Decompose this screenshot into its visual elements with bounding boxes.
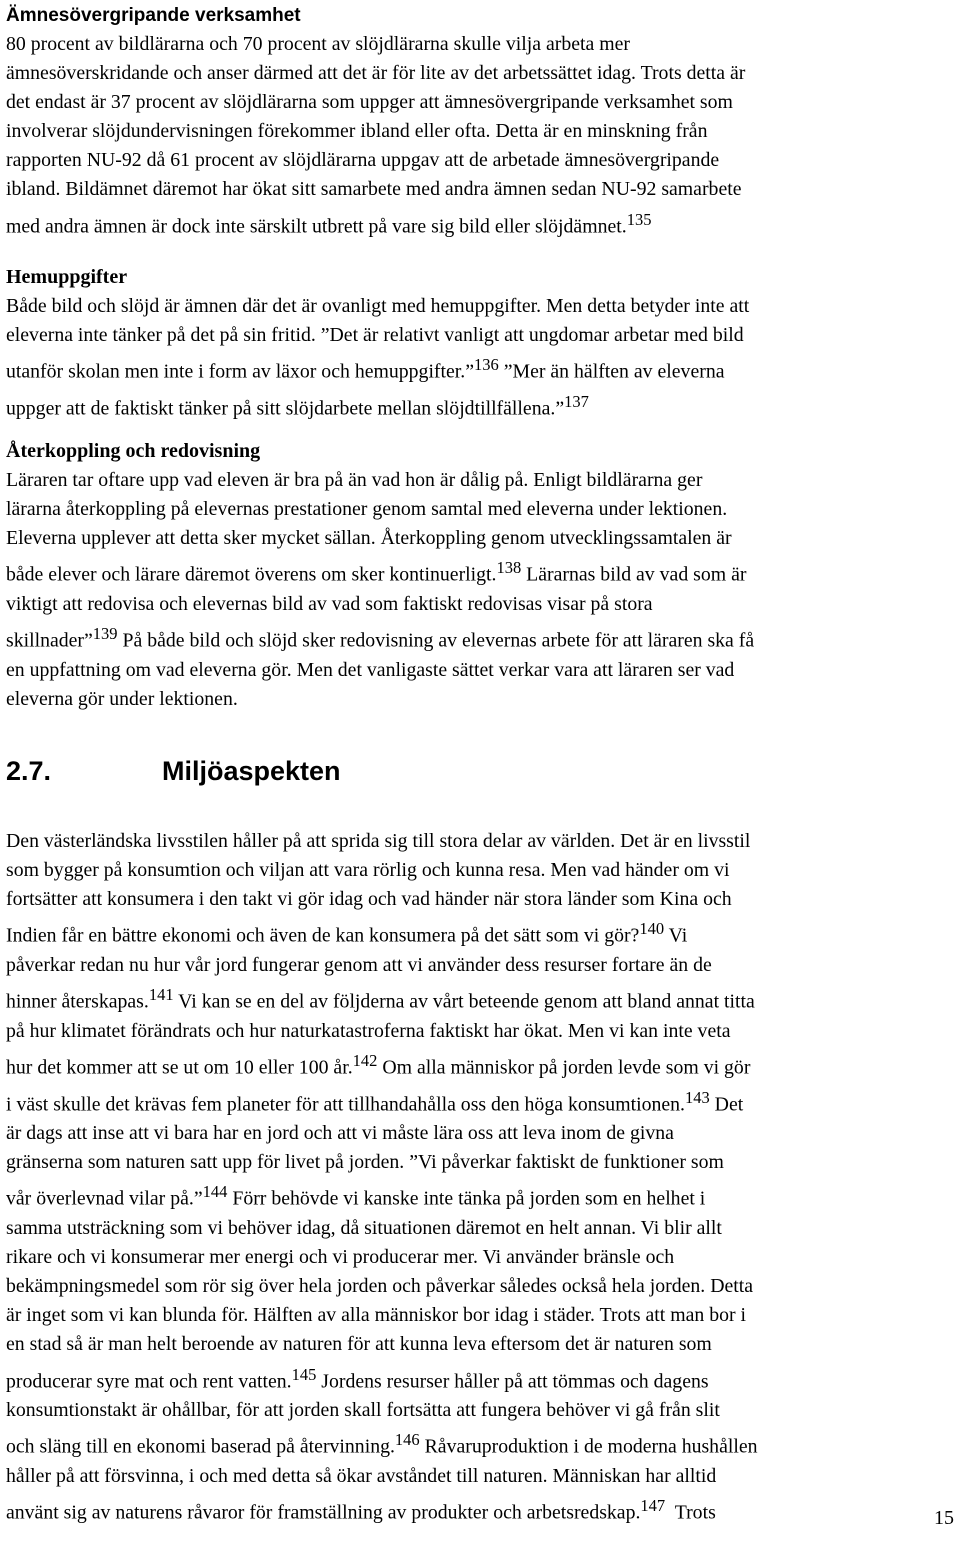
text-segment: producerar syre mat och rent vatten. xyxy=(6,1370,292,1393)
footnote-ref: 144 xyxy=(202,1182,228,1202)
chapter-title: Miljöaspekten xyxy=(162,756,341,786)
text-line xyxy=(6,205,960,242)
section-hemuppgifter xyxy=(6,263,960,424)
text-line: rapporten NU-92 då 61 procent av slöjdlärarna uppgav att de arbetade ämnesövergripande xyxy=(6,149,720,172)
footnote-ref: 136 xyxy=(474,355,499,375)
text-line xyxy=(6,387,960,424)
text-line: en uppfattning om vad eleverna gör. Men det vanligaste sättet verkar vara att läraren ser vad xyxy=(6,658,735,681)
text-line: samma utsträckning som vi behöver idag, då situationen däremot en helt annan. Vi blir allt xyxy=(6,1217,722,1240)
section-aterkoppling xyxy=(6,437,960,714)
text-segment: Förr behövde vi kanske inte tänka på jorden som en helhet i xyxy=(227,1188,706,1210)
text-segment: Jordens resurser håller på att tömmas och dagens xyxy=(316,1370,709,1393)
chapter-number: 2.7. xyxy=(6,756,52,786)
text-segment: Råvaruproduktion i de moderna hushållen xyxy=(419,1435,758,1458)
section-miljo xyxy=(6,827,960,1528)
text-segment: hur det kommer att se ut om 10 eller 100 år. xyxy=(6,1056,353,1079)
text-segment: utanför skolan men inte i form av läxor och hemuppgifter.” xyxy=(6,360,475,383)
text-line xyxy=(6,980,960,1017)
section-heading: Ämnesövergripande verksamhet xyxy=(6,5,301,26)
text-line: eleverna inte tänker på det på sin fritid. ”Det är relativt vanligt att ungdomar arbetar med bild xyxy=(6,324,744,347)
text-segment: och släng till en ekonomi baserad på återvinning. xyxy=(6,1435,395,1458)
text-line xyxy=(6,619,960,656)
text-line xyxy=(6,1177,960,1214)
text-segment: hinner återskapas. xyxy=(6,990,149,1013)
text-line xyxy=(6,1491,960,1528)
footnote-ref: 141 xyxy=(148,985,174,1005)
text-line xyxy=(6,914,960,951)
text-line: det endast är 37 procent av slöjdlärarna som uppger att ämnesövergripande verksamhet som xyxy=(6,91,733,114)
text-line: är inget som vi kan blunda för. Hälften av alla människor bor idag i städer. Trots att man bor i xyxy=(6,1304,747,1327)
text-line xyxy=(6,1046,960,1083)
page-number: 15 xyxy=(934,1507,954,1529)
paragraph xyxy=(6,827,960,1528)
footnote-ref: 139 xyxy=(92,624,118,644)
text-segment: med andra ämnen är dock inte särskilt utbrett på vare sig bild eller slöjdämnet. xyxy=(6,215,627,238)
section-heading: Återkoppling och redovisning xyxy=(6,440,261,462)
footnote-ref: 137 xyxy=(564,391,589,411)
text-segment: både elever och lärare däremot överens om sker kontinuerligt. xyxy=(6,563,497,586)
text-line: bekämpningsmedel som rör sig över hela jorden och påverkar således också hela jorden. Detta xyxy=(6,1275,754,1298)
text-line: ibland. Bildämnet däremot har ökat sitt samarbete med andra ämnen sedan NU-92 samarbete xyxy=(6,178,742,201)
text-line: viktigt att redovisa och elevernas bild av vad som faktiskt redovisas visar på stora xyxy=(6,592,653,615)
text-segment: skillnader” xyxy=(6,629,93,652)
footnote-ref: 138 xyxy=(496,558,522,578)
footnote-ref: 142 xyxy=(352,1050,378,1070)
paragraph xyxy=(6,292,960,424)
footnote-ref: 147 xyxy=(640,1496,666,1516)
text-segment: Det xyxy=(709,1093,744,1116)
text-segment: På både bild och slöjd sker redovisning av elevernas arbete för att läraren ska få xyxy=(117,629,755,652)
paragraph xyxy=(6,30,960,241)
text-line xyxy=(6,1360,960,1397)
text-segment: Vi kan se en del av följderna av vårt beteende genom att bland annat titta xyxy=(173,990,755,1013)
text-segment: vår överlevnad vilar på.” xyxy=(6,1188,203,1210)
text-line xyxy=(6,350,960,387)
text-line xyxy=(6,1425,960,1462)
text-line: håller på att försvinna, i och med detta så ökar avståndet till naturen. Människan har alltid xyxy=(6,1465,717,1488)
section-heading: Hemuppgifter xyxy=(6,266,128,288)
text-segment: Lärarnas bild av vad som är xyxy=(521,563,747,586)
text-segment: uppger att de faktiskt tänker på sitt slöjdarbete mellan slöjdtillfällena.” xyxy=(6,397,565,420)
footnote-ref: 140 xyxy=(639,919,665,939)
text-line: Eleverna upplever att detta sker mycket sällan. Återkoppling genom utvecklingssamtalen är xyxy=(6,527,732,550)
text-line: Både bild och slöjd är ämnen där det är ovanligt med hemuppgifter. Men detta betyder inte att xyxy=(6,295,750,317)
text-line: gränserna som naturen satt upp för livet på jorden. ”Vi påverkar faktiskt de funktioner som xyxy=(6,1151,724,1174)
text-line: påverkar redan nu hur vår jord fungerar genom att vi använder dess resurser fortare än de xyxy=(6,953,712,976)
text-line: konsumtionstakt är ohållbar, för att jorden skall fortsätta att fungera behöver vi gå från slit xyxy=(6,1399,720,1422)
text-line: eleverna gör under lektionen. xyxy=(6,687,238,710)
text-line: fortsätter att konsumera i den takt vi gör idag och vad händer när stora länder som Kina och xyxy=(6,888,732,911)
text-segment: Trots xyxy=(665,1501,716,1524)
text-line xyxy=(6,1083,960,1120)
paragraph xyxy=(6,466,960,714)
text-line: lärarna återkoppling på elevernas prestationer genom samtal med eleverna under lektionen. xyxy=(6,498,728,521)
section-amnesovergripande xyxy=(6,1,960,241)
text-line: 80 procent av bildlärarna och 70 procent av slöjdlärarna skulle vilja arbeta mer xyxy=(6,33,630,55)
text-line: på hur klimatet förändrats och hur naturkatastroferna faktiskt har ökat. Men vi kan inte veta xyxy=(6,1019,731,1042)
text-line: rikare och vi konsumerar mer energi och vi producerar mer. Vi använder bränsle och xyxy=(6,1246,675,1269)
text-segment: Indien får en bättre ekonomi och även de kan konsumera på det sätt som vi gör? xyxy=(6,924,640,947)
text-segment: Vi xyxy=(664,924,688,947)
text-line: en stad så är man helt beroende av naturen för att kunna leva eftersom det är naturen som xyxy=(6,1333,712,1356)
text-segment: använt sig av naturens råvaror för framställning av produkter och arbetsredskap. xyxy=(6,1501,641,1524)
text-line: Läraren tar oftare upp vad eleven är bra på än vad hon är dålig på. Enligt bildlärarna ger xyxy=(6,469,703,491)
chapter-heading xyxy=(6,753,906,789)
text-line xyxy=(6,553,960,590)
footnote-ref: 143 xyxy=(684,1087,710,1107)
text-line: involverar slöjdundervisningen förekommer ibland eller ofta. Detta är en minskning från xyxy=(6,120,708,143)
text-segment: i väst skulle det krävas fem planeter för att tillhandahålla oss den höga konsumtionen. xyxy=(6,1093,685,1116)
text-line: är dags att inse att vi bara har en jord och att vi måste lära oss att leva inom de givna xyxy=(6,1122,674,1145)
footnote-ref: 145 xyxy=(291,1364,317,1384)
footnote-ref: 146 xyxy=(394,1430,420,1450)
text-line: som bygger på konsumtion och viljan att vara rörlig och kunna resa. Men vad händer om vi xyxy=(6,859,730,882)
text-line: ämnesöverskridande och anser därmed att det är för lite av det arbetssättet idag. Trots detta är xyxy=(6,62,746,85)
footnote-ref: 135 xyxy=(626,209,652,229)
text-segment: ”Mer än hälften av eleverna xyxy=(498,360,725,383)
text-segment: Om alla människor på jorden levde som vi gör xyxy=(377,1056,751,1079)
text-line: Den västerländska livsstilen håller på att sprida sig till stora delar av världen. Det är en livsstil xyxy=(6,830,751,852)
